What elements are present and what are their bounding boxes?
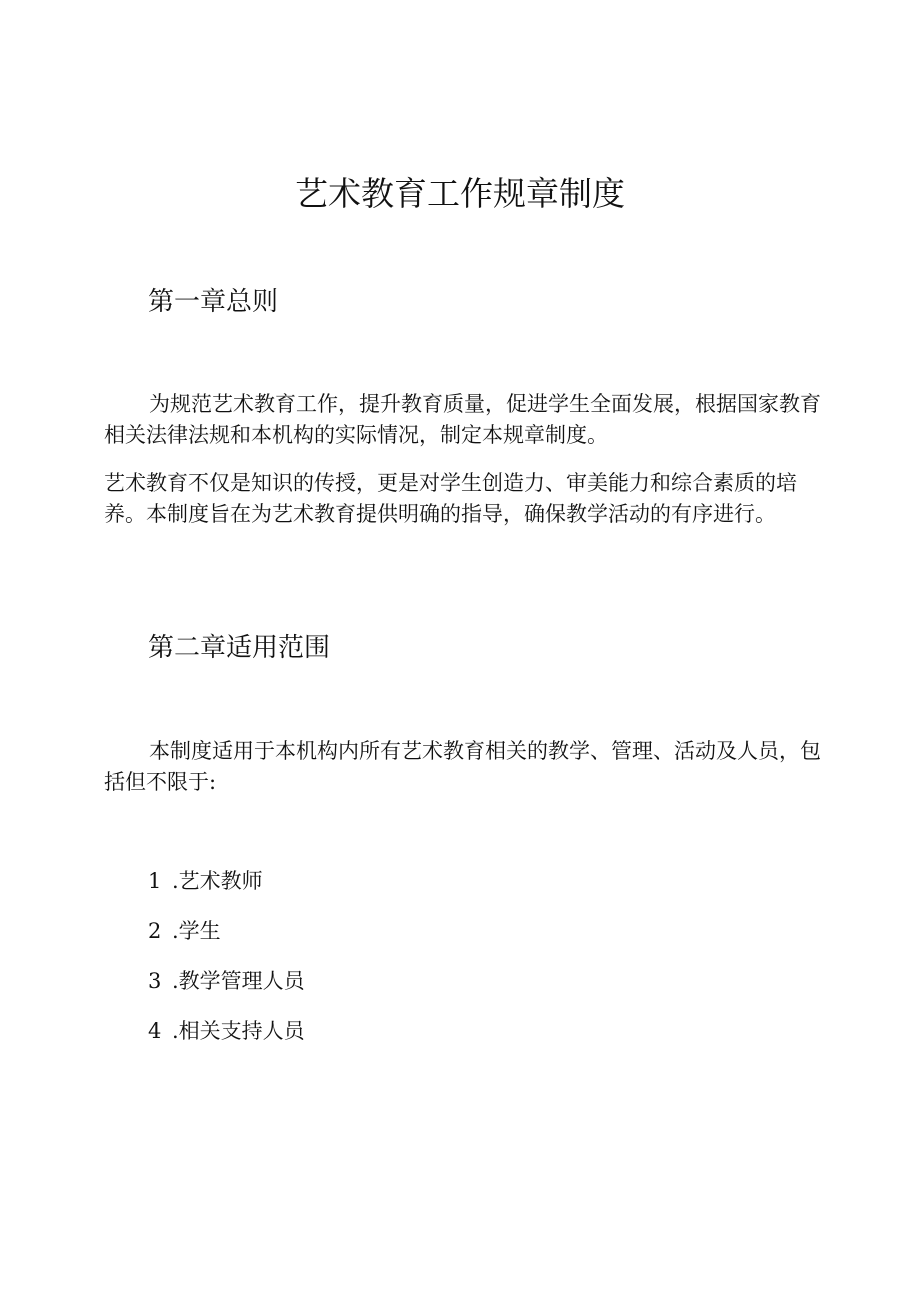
list-item-text: .艺术教师 xyxy=(172,869,263,893)
list-item-number: 1 xyxy=(148,869,162,893)
document-title: 艺术教育工作规章制度 xyxy=(295,174,625,213)
list-item-text: .相关支持人员 xyxy=(172,1019,305,1043)
list-item xyxy=(148,864,305,914)
list-item-text: .学生 xyxy=(172,919,221,943)
list-item-number: 3 xyxy=(148,969,162,993)
chapter-2-paragraph: 本制度适用于本机构内所有艺术教育相关的教学、管理、活动及人员，包括但不限于: xyxy=(104,739,821,794)
list-item xyxy=(148,964,305,1014)
list-item xyxy=(148,1014,305,1064)
chapter-1-heading: 第一章总则 xyxy=(148,287,279,317)
chapter-1-paragraph-2: 艺术教育不仅是知识的传授，更是对学生创造力、审美能力和综合素质的培养。本制度旨在为艺术教育提供明确的指导，确保教学活动的有序进行。 xyxy=(104,471,797,526)
scope-list xyxy=(148,864,305,1064)
chapter-1-paragraph-1: 为规范艺术教育工作，提升教育质量，促进学生全面发展，根据国家教育相关法律法规和本机构的实际情况，制定本规章制度。 xyxy=(104,392,821,447)
list-item-number: 4 xyxy=(148,1019,162,1043)
list-item-text: .教学管理人员 xyxy=(172,969,305,993)
list-item xyxy=(148,914,305,964)
chapter-2-heading: 第二章适用范围 xyxy=(148,633,331,663)
list-item-number: 2 xyxy=(148,919,162,943)
